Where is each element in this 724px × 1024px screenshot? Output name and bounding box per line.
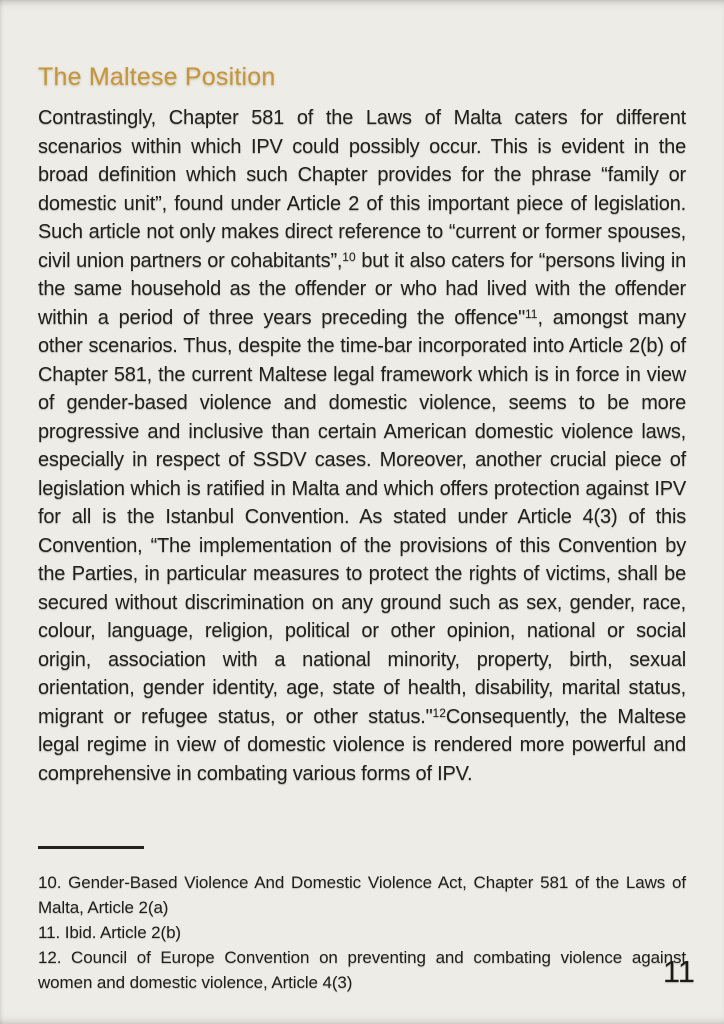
- paragraph-text: , amongst many other scenarios. Thus, despite the time-bar incorporated into Article 2(b) of Chapter 581, the current Maltese legal framework which is in force in view of gender-based violence and domestic violence, seems to be more progressive and inclusive than certain American domestic violence laws, especially in respect of SSDV cases. Moreover, another crucial piece of legislation which is ratified in Malta and which offers protection against IPV for all is the Istanbul Convention. As stated under Article 4(3) of this Convention, “The implementation of the provisions of this Convention by the Parties, in particular measures to protect the rights of victims, shall be secured without discrimination on any ground such as sex, gender, race, colour, language, religion, political or other opinion, national or social origin, association with a national minority, property, birth, sexual orientation, gender identity, age, state of health, disability, marital status, migrant or refugee status, or other status.": [38, 306, 686, 728]
- page-number: 11: [662, 954, 695, 989]
- footnote-item: 12. Council of Europe Convention on preventing and combating violence against women and domestic violence, Article 4(3): [38, 948, 686, 992]
- body-paragraph: [38, 104, 686, 788]
- footnote-ref-11[interactable]: 11: [525, 306, 538, 321]
- footnote-ref-12[interactable]: 12: [432, 705, 446, 720]
- paragraph-text: Consequently, the Maltese legal regime in view of domestic violence is rendered more powerful and comprehensive in combating various forms of IPV.: [38, 705, 686, 785]
- footnote-item: 11. Ibid. Article 2(b): [38, 923, 181, 942]
- section-heading: The Maltese Position: [38, 62, 276, 91]
- paragraph-text: Contrastingly, Chapter 581 of the Laws of Malta caters for different scenarios within which IPV could possibly occur. This is evident in the broad definition which such Chapter provides for the phrase “family or domestic unit”, found under Article 2 of this important piece of legislation. Such article not only makes direct reference to “current or former spouses, civil union partners or cohabitants”,: [38, 107, 686, 272]
- footnote-item: 10. Gender-Based Violence And Domestic Violence Act, Chapter 581 of the Laws of Malta, Article 2(a): [38, 873, 686, 917]
- footnote-ref-10[interactable]: 10: [342, 249, 356, 264]
- paragraph-text: but it also caters for “persons living in the same household as the offender or who had lived with the offender within a period of three years preceding the offence": [38, 249, 686, 329]
- footnote-divider: [38, 846, 144, 849]
- footnotes-section: [38, 846, 686, 995]
